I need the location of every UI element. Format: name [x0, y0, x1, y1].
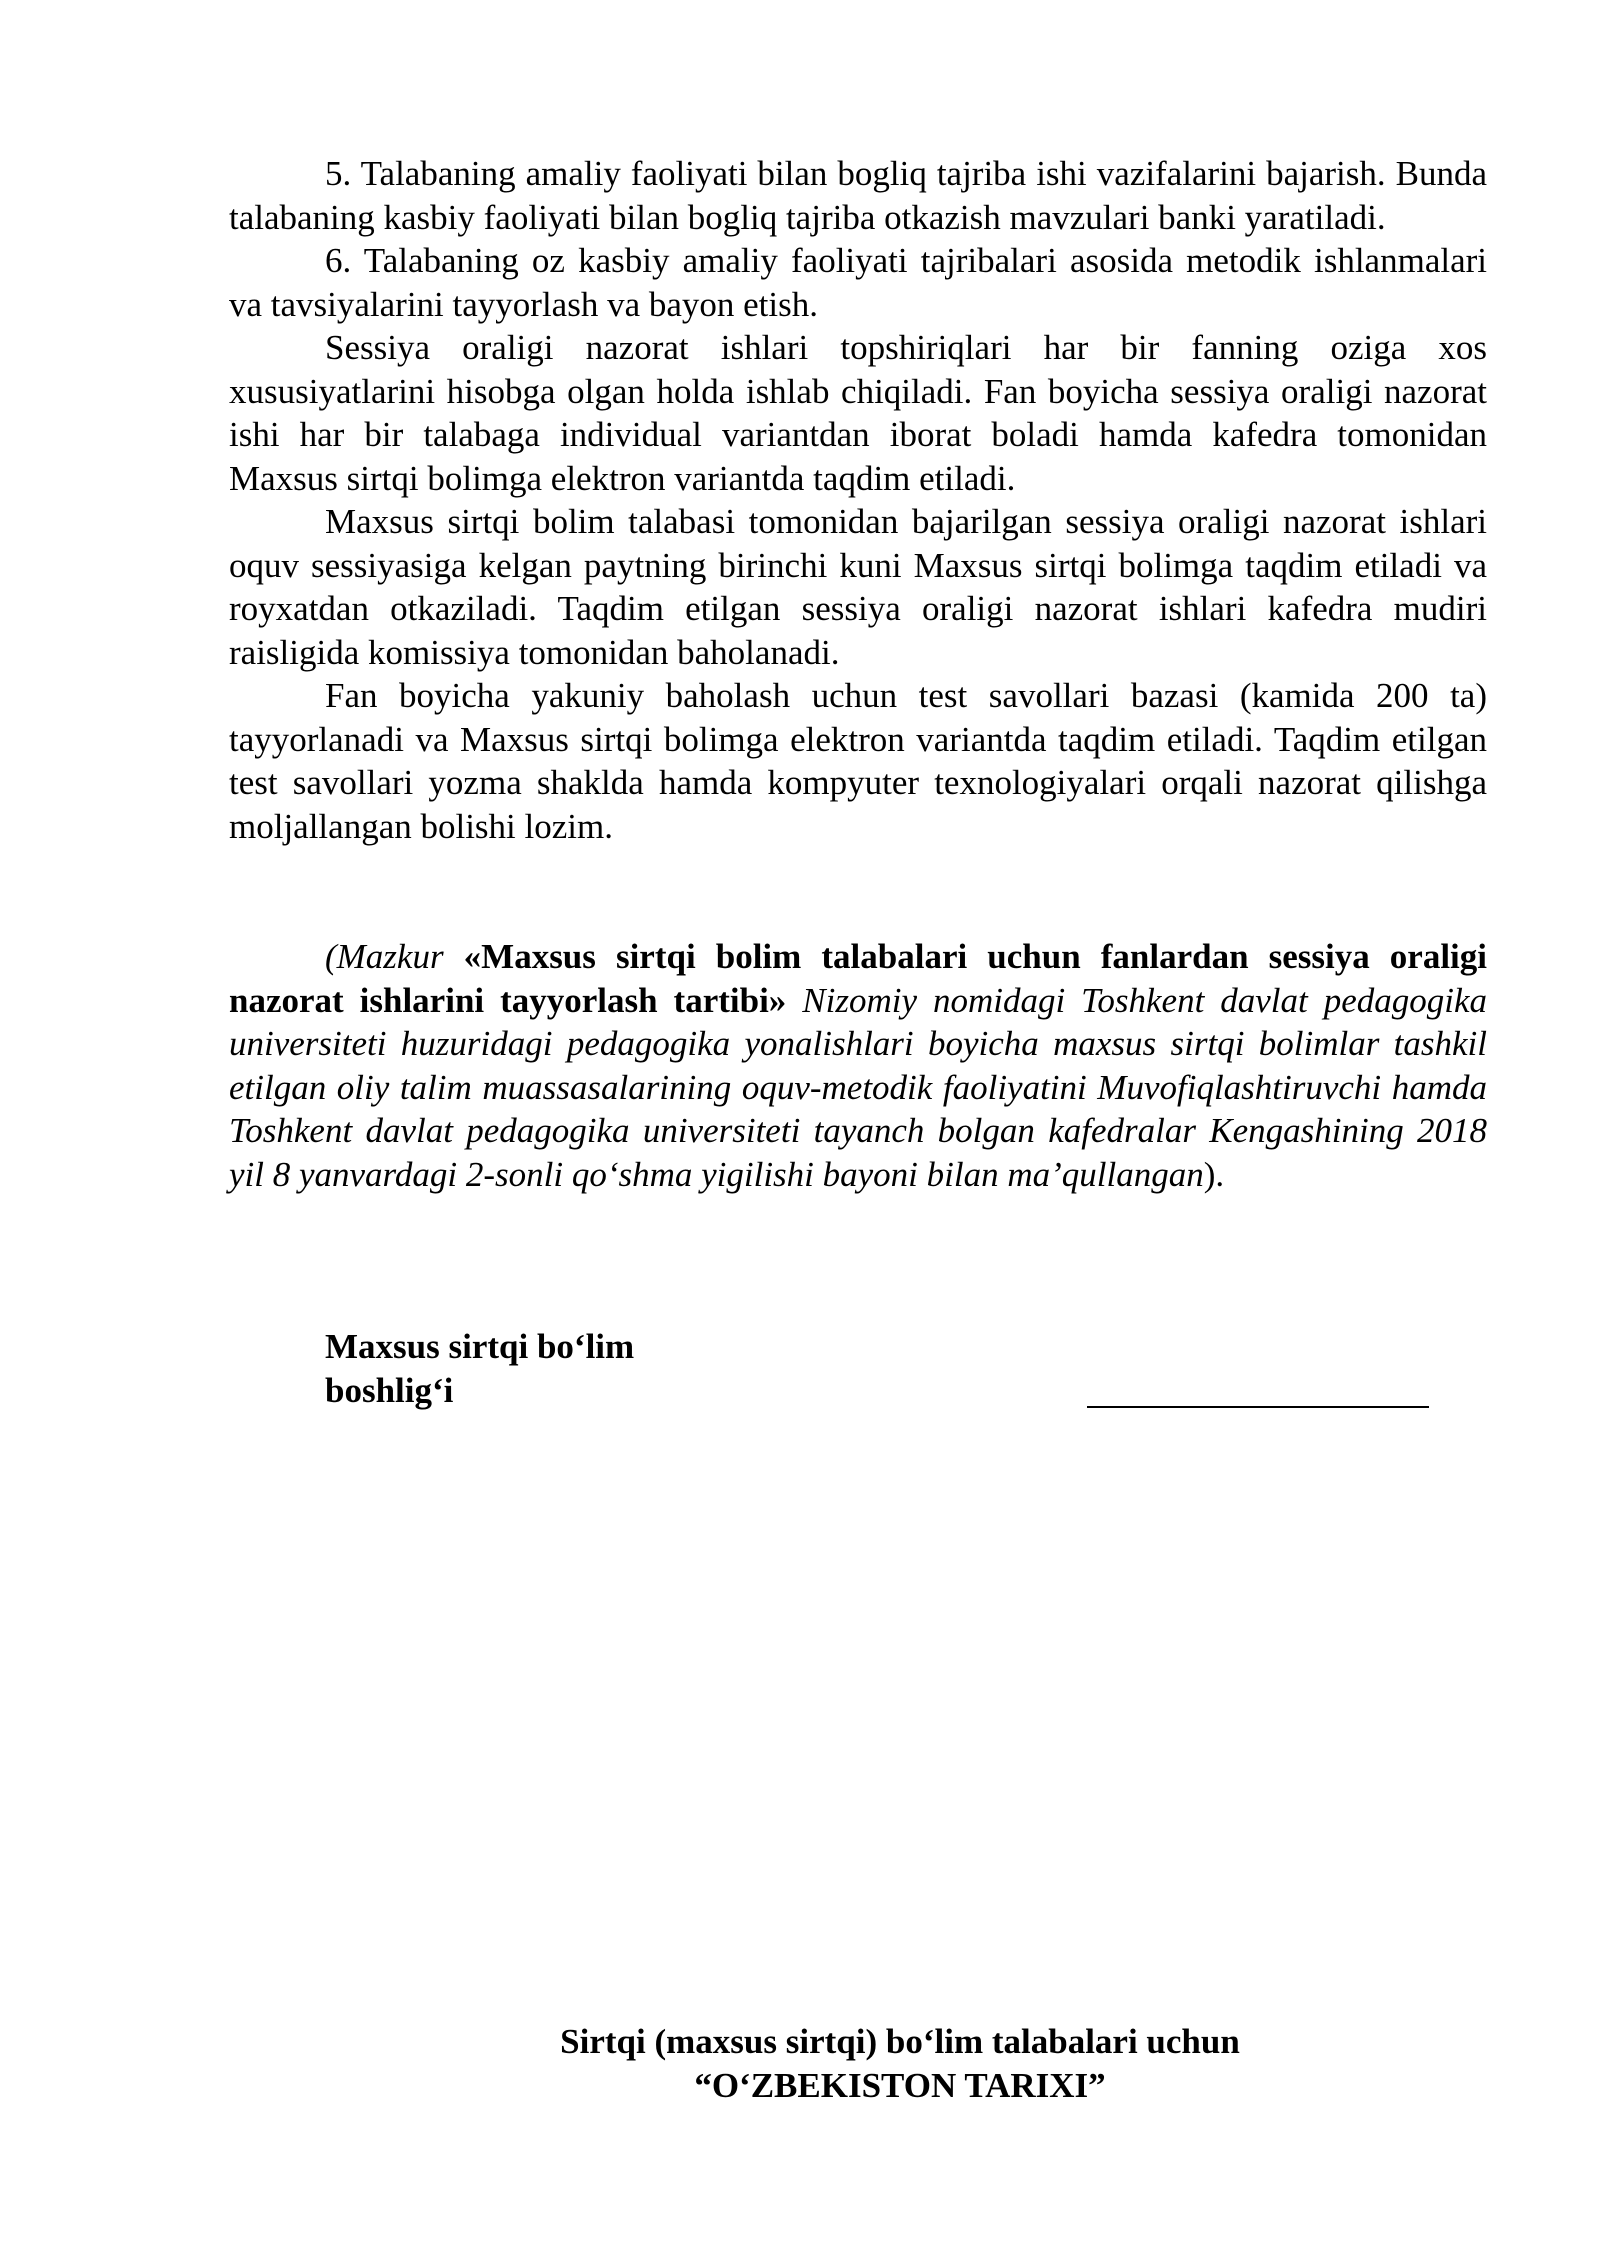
approval-note-body: Nizomiy nomidagi Toshkent davlat pedagogika universiteti huzuridagi pedagogika yonalishlari boyicha maxsus sirtqi bolimlar tashkil etilgan oliy talim muassasalarining oquv-metodik faoliyatini Muvofiqlashtiruvchi hamda Toshkent davlat pedagogika universiteti tayanch bolgan kafedralar Kengashining 2018 yil 8 yanvardagi 2-sonli qo‘shma yigilishi bayoni bilan ma’qullangan [229, 980, 1487, 1194]
paragraph-submission: Maxsus sirtqi bolim talabasi tomonidan bajarilgan sessiya oraligi nazorat ishlari oquv sessiyasiga kelgan paytning birinchi kuni Maxsus sirtqi bolimga taqdim etiladi va royxatdan otkaziladi. Taqdim etilgan sessiya oraligi nazorat ishlari kafedra mudiri raisligida komissiya tomonidan baholanadi. [229, 502, 1487, 672]
signature-title-line1: Maxsus sirtqi bo‘lim [325, 1327, 635, 1366]
paragraph-item-5: 5. Talabaning amaliy faoliyati bilan bogliq tajriba ishi vazifalarini bajarish. Bunda talabaning kasbiy faoliyati bilan bogliq tajriba otkazish mavzulari banki yaratiladi. [229, 154, 1487, 237]
paragraph-final-assessment: Fan boyicha yakuniy baholash uchun test savollari bazasi (kamida 200 ta) tayyorlanadi va Maxsus sirtqi bolimga elektron variantda taqdim etiladi. Taqdim etilgan test savollari yozma shaklda hamda kompyuter texnologiyalari orqali nazorat qilishga moljallangan bolishi lozim. [229, 676, 1487, 846]
footer-title-line2: “O‘ZBEKISTON TARIXI” [694, 2066, 1106, 2105]
approval-note-title: «Maxsus sirtqi bolim talabalari uchun fanlardan sessiya oraligi nazorat ishlarini tayyorlash tartibi» [229, 937, 1487, 1020]
approval-note [229, 935, 1487, 1196]
footer-title [400, 2020, 1400, 2108]
signature-block [325, 1325, 634, 1413]
paragraph-interim-tasks: Sessiya oraligi nazorat ishlari topshiriqlari har bir fanning oziga xos xususiyatlarini hisobga olgan holda ishlab chiqiladi. Fan boyicha sessiya oraligi nazorat ishi har bir talabaga individual variantdan iborat boladi hamda kafedra tomonidan Maxsus sirtqi bolimga elektron variantda taqdim etiladi. [229, 328, 1487, 498]
footer-title-line1: Sirtqi (maxsus sirtqi) bo‘lim talabalari uchun [560, 2022, 1240, 2061]
document-body [229, 152, 1487, 848]
approval-note-open: (Mazkur [325, 937, 464, 976]
approval-note-close: ). [1203, 1154, 1225, 1194]
paragraph-item-6: 6. Talabaning oz kasbiy amaliy faoliyati tajribalari asosida metodik ishlanmalari va tavsiyalarini tayyorlash va bayon etish. [229, 241, 1487, 324]
signature-title-line2: boshlig‘i [325, 1371, 454, 1410]
signature-line [1087, 1406, 1429, 1408]
